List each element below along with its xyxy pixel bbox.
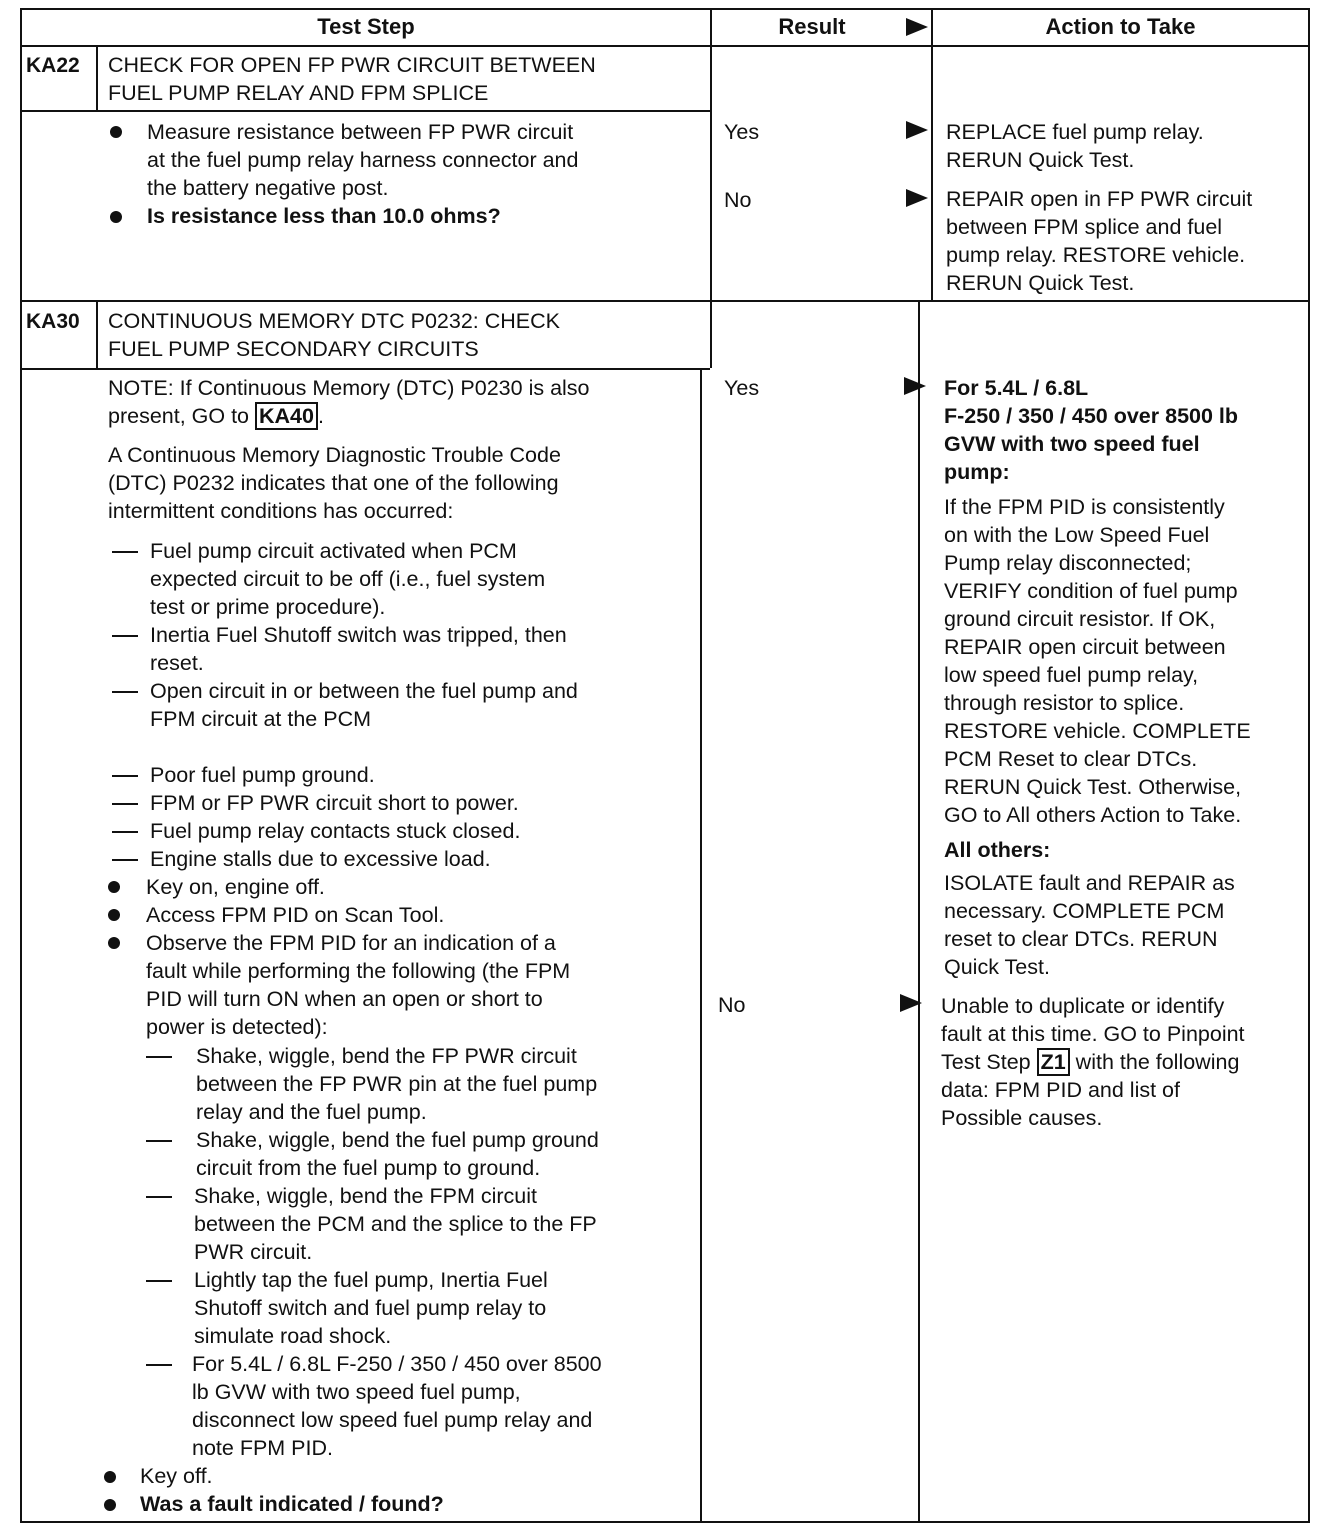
subitem-4-line1: Lightly tap the fuel pump, Inertia Fuel <box>194 1268 548 1292</box>
ka30-title-line1: CONTINUOUS MEMORY DTC P0232: CHECK <box>108 309 560 333</box>
dash-icon <box>112 831 138 833</box>
all-others-line3: reset to clear DTCs. RERUN <box>944 927 1218 951</box>
ka30-intro-line1: A Continuous Memory Diagnostic Trouble Code <box>108 443 561 467</box>
ka22-no-action-line3: pump relay. RESTORE vehicle. <box>946 243 1246 267</box>
all-others-heading: All others: <box>944 838 1051 862</box>
yes-text-line5: ground circuit resistor. If OK, <box>944 607 1216 631</box>
dash-icon <box>146 1364 172 1366</box>
observe-line2: fault while performing the following (the FPM <box>146 959 571 983</box>
header-result: Result <box>778 14 846 39</box>
ka22-title-line1: CHECK FOR OPEN FP PWR CIRCUIT BETWEEN <box>108 53 596 77</box>
observe-line3: PID will turn ON when an open or short to <box>146 987 543 1011</box>
all-others-line4: Quick Test. <box>944 955 1050 979</box>
arrow-icon <box>906 189 928 207</box>
subitem-3-line2: between the PCM and the splice to the FP <box>194 1212 597 1236</box>
observe-line4: power is detected): <box>146 1015 328 1039</box>
condition-5: FPM or FP PWR circuit short to power. <box>150 791 519 815</box>
dash-icon <box>146 1056 172 1058</box>
subitem-3-line3: PWR circuit. <box>194 1240 313 1264</box>
condition-3-line2: FPM circuit at the PCM <box>150 707 372 731</box>
subitem-1-line3: relay and the fuel pump. <box>196 1100 427 1124</box>
ka22-title-line2: FUEL PUMP RELAY AND FPM SPLICE <box>108 81 489 105</box>
dash-icon <box>146 1280 172 1282</box>
ka22-no-action-line1: REPAIR open in FP PWR circuit <box>946 187 1253 211</box>
ka22-result-no: No <box>724 188 752 212</box>
dash-icon <box>146 1140 172 1142</box>
yes-text-line2: on with the Low Speed Fuel <box>944 523 1210 547</box>
ka22-no-action-line4: RERUN Quick Test. <box>946 271 1135 295</box>
step-code-ka30: KA30 <box>26 310 80 333</box>
ka22-bullet1-line3: the battery negative post. <box>147 176 389 200</box>
ka22-no-action-line2: between FPM splice and fuel <box>946 215 1223 239</box>
ka30-title-line2: FUEL PUMP SECONDARY CIRCUITS <box>108 337 479 361</box>
ka22-result-yes: Yes <box>724 120 760 144</box>
condition-2-line1: Inertia Fuel Shutoff switch was tripped, then <box>150 623 567 647</box>
subitem-3-line1: Shake, wiggle, bend the FPM circuit <box>194 1184 537 1208</box>
arrow-icon <box>906 121 928 139</box>
arrow-icon <box>904 377 926 395</box>
condition-7: Engine stalls due to excessive load. <box>150 847 491 871</box>
yes-heading-line1: For 5.4L / 6.8L <box>944 376 1089 400</box>
bullet-icon <box>108 881 120 893</box>
yes-text-line8: through resistor to splice. <box>944 691 1185 715</box>
condition-2-line2: reset. <box>150 651 204 675</box>
arrow-icon <box>900 994 922 1012</box>
subitem-5-line1: For 5.4L / 6.8L F-250 / 350 / 450 over 8500 <box>192 1352 602 1376</box>
condition-1-line1: Fuel pump circuit activated when PCM <box>150 539 517 563</box>
subitem-4-line2: Shutoff switch and fuel pump relay to <box>194 1296 547 1320</box>
note-text: present, GO to <box>108 404 255 428</box>
yes-text-line7: low speed fuel pump relay, <box>944 663 1199 687</box>
yes-text-line11: RERUN Quick Test. Otherwise, <box>944 775 1242 799</box>
yes-heading-line4: pump: <box>944 460 1010 484</box>
header-action: Action to Take <box>1045 14 1196 39</box>
bullet-icon <box>110 211 122 223</box>
ka30-result-yes: Yes <box>724 376 760 400</box>
subitem-4-line3: simulate road shock. <box>194 1324 392 1348</box>
bullet-icon <box>108 937 120 949</box>
no-text-line4: data: FPM PID and list of <box>941 1078 1180 1102</box>
yes-heading-line3: GVW with two speed fuel <box>944 432 1200 456</box>
dash-icon <box>112 691 138 693</box>
yes-text-line9: RESTORE vehicle. COMPLETE <box>944 719 1251 743</box>
subitem-2-line2: circuit from the fuel pump to ground. <box>196 1156 541 1180</box>
subitem-2-line1: Shake, wiggle, bend the fuel pump ground <box>196 1128 599 1152</box>
no-text-line1: Unable to duplicate or identify <box>941 994 1225 1018</box>
ka22-question: Is resistance less than 10.0 ohms? <box>147 204 501 228</box>
yes-heading-line2: F-250 / 350 / 450 over 8500 lb <box>944 404 1239 428</box>
condition-1-line3: test or prime procedure). <box>150 595 386 619</box>
observe-line1: Observe the FPM PID for an indication of a <box>146 931 556 955</box>
yes-text-line10: PCM Reset to clear DTCs. <box>944 747 1198 771</box>
step-key-on: Key on, engine off. <box>146 875 325 899</box>
condition-4: Poor fuel pump ground. <box>150 763 375 787</box>
ka22-bullet1-line1: Measure resistance between FP PWR circuit <box>147 120 574 144</box>
yes-text-line6: REPAIR open circuit between <box>944 635 1226 659</box>
step-code-ka22: KA22 <box>26 54 80 77</box>
dash-icon <box>112 635 138 637</box>
ka30-intro-line3: intermittent conditions has occurred: <box>108 499 454 523</box>
subitem-1-line2: between the FP PWR pin at the fuel pump <box>196 1072 598 1096</box>
dash-icon <box>112 859 138 861</box>
step-access-pid: Access FPM PID on Scan Tool. <box>146 903 445 927</box>
all-others-line2: necessary. COMPLETE PCM <box>944 899 1225 923</box>
condition-6: Fuel pump relay contacts stuck closed. <box>150 819 521 843</box>
ka22-bullet1-line2: at the fuel pump relay harness connector and <box>147 148 579 172</box>
header-test-step: Test Step <box>317 14 415 39</box>
yes-text-line12: GO to All others Action to Take. <box>944 803 1242 827</box>
note-period: . <box>317 404 324 428</box>
yes-text-line3: Pump relay disconnected; <box>944 551 1192 575</box>
bullet-icon <box>108 909 120 921</box>
no-text-line3 <box>941 1048 1239 1076</box>
subitem-5-line4: note FPM PID. <box>192 1436 333 1460</box>
bullet-icon <box>104 1471 116 1483</box>
subitem-1-line1: Shake, wiggle, bend the FP PWR circuit <box>196 1044 577 1068</box>
dash-icon <box>112 551 138 553</box>
step-key-off: Key off. <box>140 1464 213 1488</box>
dash-icon <box>146 1196 172 1198</box>
no-text-line2: fault at this time. GO to Pinpoint <box>941 1022 1245 1046</box>
condition-1-line2: expected circuit to be off (i.e., fuel system <box>150 567 546 591</box>
dash-icon <box>112 803 138 805</box>
bullet-icon <box>110 126 122 138</box>
subitem-5-line3: disconnect low speed fuel pump relay and <box>192 1408 593 1432</box>
subitem-5-line2: lb GVW with two speed fuel pump, <box>192 1380 521 1404</box>
z1-link[interactable]: Z1 <box>1037 1048 1070 1076</box>
ka30-note-line1: NOTE: If Continuous Memory (DTC) P0230 is also <box>108 376 590 400</box>
ka22-yes-action-line2: RERUN Quick Test. <box>946 148 1135 172</box>
ka30-intro-line2: (DTC) P0232 indicates that one of the following <box>108 471 559 495</box>
bullet-icon <box>104 1499 116 1511</box>
all-others-line1: ISOLATE fault and REPAIR as <box>944 871 1235 895</box>
no-text-pre: Test Step <box>941 1050 1037 1074</box>
no-text-line5: Possible causes. <box>941 1106 1103 1130</box>
ka22-yes-action-line1: REPLACE fuel pump relay. <box>946 120 1204 144</box>
header-arrow-icon <box>906 18 928 36</box>
ka30-question: Was a fault indicated / found? <box>140 1492 444 1516</box>
dash-icon <box>112 775 138 777</box>
yes-text-line4: VERIFY condition of fuel pump <box>944 579 1238 603</box>
condition-3-line1: Open circuit in or between the fuel pump and <box>150 679 578 703</box>
ka40-link[interactable]: KA40 <box>255 402 318 430</box>
no-text-post: with the following <box>1069 1050 1240 1074</box>
yes-text-line1: If the FPM PID is consistently <box>944 495 1225 519</box>
ka30-note-line2 <box>108 402 324 430</box>
ka30-result-no: No <box>718 993 746 1017</box>
